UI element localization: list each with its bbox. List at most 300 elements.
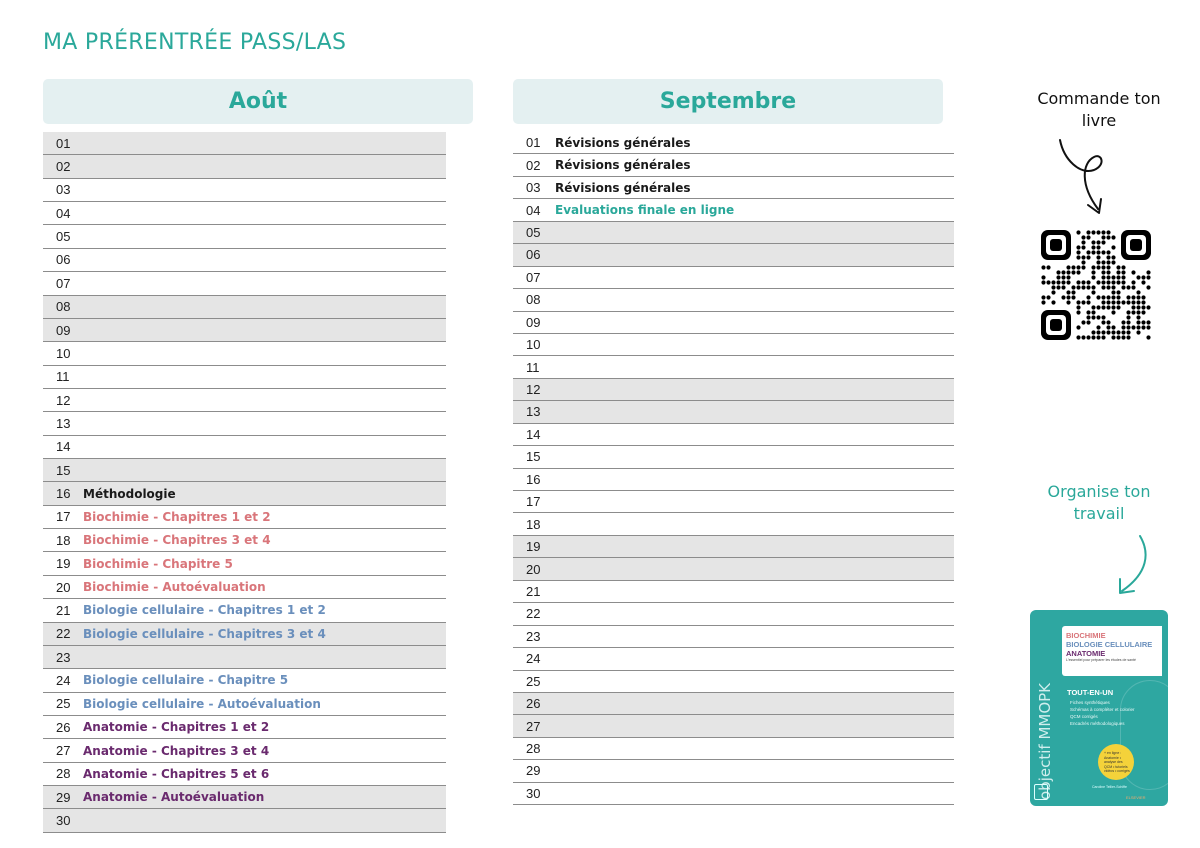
qr-module xyxy=(1086,285,1090,289)
qr-module xyxy=(1141,325,1145,329)
qr-module xyxy=(1121,280,1125,284)
day-row xyxy=(513,715,954,737)
qr-module xyxy=(1106,250,1110,254)
day-number: 17 xyxy=(56,509,71,525)
qr-module xyxy=(1126,315,1130,319)
qr-module xyxy=(1136,295,1140,299)
day-row xyxy=(513,738,954,760)
qr-module xyxy=(1076,335,1080,339)
qr-module xyxy=(1111,295,1115,299)
qr-module xyxy=(1101,285,1105,289)
qr-module xyxy=(1131,280,1135,284)
qr-module xyxy=(1101,235,1105,239)
qr-module xyxy=(1116,275,1120,279)
day-number: 03 xyxy=(56,182,71,198)
qr-module xyxy=(1081,300,1085,304)
qr-module xyxy=(1136,330,1140,334)
qr-module xyxy=(1106,330,1110,334)
qr-module xyxy=(1096,315,1100,319)
qr-module xyxy=(1086,280,1090,284)
day-number: 30 xyxy=(526,785,541,801)
arrow-down-icon xyxy=(1110,533,1160,601)
day-row xyxy=(43,412,446,435)
day-row xyxy=(43,716,446,739)
qr-module xyxy=(1136,315,1140,319)
day-task: Biologie cellulaire - Chapitres 1 et 2 xyxy=(83,603,326,618)
qr-module xyxy=(1071,265,1075,269)
qr-module xyxy=(1091,290,1095,294)
book-title-biochimie: BIOCHIMIE xyxy=(1066,631,1106,640)
aout-day-list xyxy=(43,132,446,833)
qr-module xyxy=(1081,240,1085,244)
qr-module xyxy=(1066,280,1070,284)
day-number: 06 xyxy=(526,247,541,263)
qr-module xyxy=(1076,265,1080,269)
day-number: 11 xyxy=(526,359,540,375)
day-number: 21 xyxy=(526,583,541,599)
day-number: 29 xyxy=(526,763,541,779)
day-row xyxy=(513,536,954,558)
day-number: 23 xyxy=(56,649,71,665)
qr-module xyxy=(1051,285,1055,289)
qr-module xyxy=(1056,280,1060,284)
qr-module xyxy=(1136,290,1140,294)
qr-module xyxy=(1141,300,1145,304)
qr-module xyxy=(1111,260,1115,264)
qr-module xyxy=(1041,300,1045,304)
qr-module xyxy=(1096,260,1100,264)
qr-module xyxy=(1096,325,1100,329)
day-row xyxy=(43,529,446,552)
day-row xyxy=(43,623,446,646)
qr-module xyxy=(1111,300,1115,304)
qr-module xyxy=(1131,285,1135,289)
day-row xyxy=(513,177,954,199)
qr-module xyxy=(1086,320,1090,324)
book-title-panel xyxy=(1062,626,1162,676)
qr-module xyxy=(1101,250,1105,254)
qr-module xyxy=(1076,250,1080,254)
qr-module xyxy=(1126,325,1130,329)
day-task: Méthodologie xyxy=(83,486,176,501)
day-row xyxy=(513,222,954,244)
qr-module xyxy=(1086,315,1090,319)
qr-module xyxy=(1081,235,1085,239)
day-number: 24 xyxy=(56,672,71,688)
book-cover[interactable] xyxy=(1030,610,1168,806)
qr-module xyxy=(1041,265,1045,269)
day-number: 23 xyxy=(526,628,541,644)
day-row xyxy=(513,648,954,670)
day-row xyxy=(513,603,954,625)
day-number: 29 xyxy=(56,789,71,805)
qr-module xyxy=(1076,285,1080,289)
day-row xyxy=(43,436,446,459)
qr-module xyxy=(1116,305,1120,309)
qr-module xyxy=(1111,285,1115,289)
qr-module xyxy=(1051,300,1055,304)
day-task: Biochimie - Chapitres 3 et 4 xyxy=(83,533,271,548)
day-number: 16 xyxy=(526,471,541,487)
qr-module xyxy=(1106,295,1110,299)
qr-module xyxy=(1101,230,1105,234)
day-row xyxy=(513,581,954,603)
day-number: 28 xyxy=(56,766,71,782)
qr-module xyxy=(1146,270,1150,274)
qr-module xyxy=(1111,325,1115,329)
qr-code[interactable] xyxy=(1041,230,1151,340)
book-spine-text: objectif MMOPK xyxy=(1036,682,1054,800)
qr-module xyxy=(1136,300,1140,304)
day-number: 03 xyxy=(526,180,541,196)
qr-module xyxy=(1141,305,1145,309)
qr-module xyxy=(1086,250,1090,254)
qr-module xyxy=(1096,230,1100,234)
day-number: 18 xyxy=(56,532,71,548)
day-row xyxy=(513,334,954,356)
day-number: 01 xyxy=(56,135,71,151)
day-number: 10 xyxy=(526,337,541,353)
qr-module xyxy=(1131,325,1135,329)
day-number: 25 xyxy=(56,696,71,712)
day-row xyxy=(43,342,446,365)
qr-module xyxy=(1091,310,1095,314)
day-number: 27 xyxy=(526,718,541,734)
day-number: 26 xyxy=(526,696,541,712)
qr-module xyxy=(1111,245,1115,249)
qr-module xyxy=(1081,260,1085,264)
qr-module xyxy=(1096,330,1100,334)
day-row xyxy=(513,558,954,580)
qr-module xyxy=(1146,285,1150,289)
qr-module xyxy=(1136,275,1140,279)
day-row xyxy=(513,267,954,289)
day-number: 25 xyxy=(526,673,541,689)
qr-module xyxy=(1111,290,1115,294)
qr-module xyxy=(1116,335,1120,339)
qr-module xyxy=(1056,285,1060,289)
qr-module xyxy=(1121,270,1125,274)
qr-module xyxy=(1091,330,1095,334)
qr-module xyxy=(1131,270,1135,274)
qr-module xyxy=(1101,280,1105,284)
qr-module xyxy=(1086,300,1090,304)
day-row xyxy=(43,459,446,482)
day-number: 30 xyxy=(56,813,71,829)
day-number: 02 xyxy=(526,157,541,173)
qr-module xyxy=(1111,335,1115,339)
month-header-septembre: Septembre xyxy=(513,79,943,124)
qr-module xyxy=(1081,335,1085,339)
day-number: 22 xyxy=(526,606,541,622)
qr-module xyxy=(1066,300,1070,304)
qr-module xyxy=(1076,255,1080,259)
day-task: Biologie cellulaire - Autoévaluation xyxy=(83,696,321,711)
day-row xyxy=(43,366,446,389)
qr-module xyxy=(1066,265,1070,269)
day-row xyxy=(43,179,446,202)
day-row xyxy=(43,482,446,505)
qr-module xyxy=(1076,230,1080,234)
qr-module xyxy=(1081,245,1085,249)
day-number: 14 xyxy=(56,439,71,455)
qr-module xyxy=(1091,270,1095,274)
day-row xyxy=(43,786,446,809)
qr-module xyxy=(1141,310,1145,314)
day-row xyxy=(43,155,446,178)
qr-module xyxy=(1081,320,1085,324)
day-row xyxy=(43,739,446,762)
qr-module xyxy=(1101,270,1105,274)
commande-label: Commande ton livre xyxy=(1037,89,1161,130)
day-number: 01 xyxy=(526,135,541,151)
day-task: Anatomie - Chapitres 3 et 4 xyxy=(83,743,270,758)
book-title-anatomie: ANATOMIE xyxy=(1066,649,1106,658)
qr-module xyxy=(1076,325,1080,329)
qr-module xyxy=(1121,265,1125,269)
day-number: 20 xyxy=(56,579,71,595)
day-row xyxy=(43,763,446,786)
qr-module xyxy=(1071,270,1075,274)
qr-module xyxy=(1086,255,1090,259)
qr-module xyxy=(1106,320,1110,324)
qr-module xyxy=(1096,335,1100,339)
qr-module xyxy=(1136,325,1140,329)
day-number: 07 xyxy=(56,275,71,291)
qr-module xyxy=(1106,300,1110,304)
qr-module xyxy=(1126,295,1130,299)
day-number: 17 xyxy=(526,494,541,510)
day-task: Révisions générales xyxy=(555,158,691,173)
qr-module xyxy=(1046,280,1050,284)
qr-module xyxy=(1121,330,1125,334)
day-number: 04 xyxy=(56,205,71,221)
qr-module xyxy=(1141,275,1145,279)
day-task: Révisions générales xyxy=(555,135,691,150)
day-number: 02 xyxy=(56,159,71,175)
qr-module xyxy=(1076,270,1080,274)
qr-module xyxy=(1131,295,1135,299)
qr-module xyxy=(1131,310,1135,314)
day-number: 20 xyxy=(526,561,541,577)
day-task: Anatomie - Chapitres 5 et 6 xyxy=(83,766,270,781)
qr-module xyxy=(1091,245,1095,249)
qr-module xyxy=(1041,280,1045,284)
day-number: 08 xyxy=(56,299,71,315)
qr-module xyxy=(1056,270,1060,274)
qr-module xyxy=(1046,295,1050,299)
day-row xyxy=(43,809,446,832)
qr-module xyxy=(1101,315,1105,319)
day-row xyxy=(513,356,954,378)
qr-module xyxy=(1136,310,1140,314)
qr-module xyxy=(1091,335,1095,339)
qr-module xyxy=(1086,235,1090,239)
qr-module xyxy=(1111,330,1115,334)
day-row xyxy=(513,783,954,805)
qr-module xyxy=(1126,285,1130,289)
day-number: 07 xyxy=(526,269,541,285)
qr-module xyxy=(1106,305,1110,309)
qr-module xyxy=(1061,280,1065,284)
day-row xyxy=(513,312,954,334)
qr-module xyxy=(1136,305,1140,309)
day-number: 04 xyxy=(526,202,541,218)
organise-label: Organise ton travail xyxy=(1047,482,1151,523)
qr-module xyxy=(1141,280,1145,284)
qr-module xyxy=(1106,255,1110,259)
qr-module xyxy=(1076,310,1080,314)
day-number: 22 xyxy=(56,626,71,642)
qr-module xyxy=(1061,275,1065,279)
day-row xyxy=(43,132,446,155)
qr-module xyxy=(1141,320,1145,324)
day-task: Biochimie - Chapitres 1 et 2 xyxy=(83,509,271,524)
qr-module xyxy=(1131,300,1135,304)
qr-module xyxy=(1106,285,1110,289)
qr-module xyxy=(1101,295,1105,299)
qr-module xyxy=(1091,315,1095,319)
book-bullet: Schémas à compléter et colorier xyxy=(1070,707,1135,712)
qr-module xyxy=(1091,305,1095,309)
day-row xyxy=(43,506,446,529)
qr-module xyxy=(1081,255,1085,259)
qr-module xyxy=(1061,295,1065,299)
book-subtitle: L'essentiel pour préparer les études de santé xyxy=(1066,658,1136,662)
qr-module xyxy=(1086,230,1090,234)
qr-module xyxy=(1146,275,1150,279)
day-row xyxy=(513,671,954,693)
qr-module xyxy=(1086,335,1090,339)
qr-module xyxy=(1106,235,1110,239)
qr-module xyxy=(1101,275,1105,279)
day-number: 16 xyxy=(56,486,71,502)
day-number: 09 xyxy=(526,314,541,330)
qr-module xyxy=(1096,250,1100,254)
qr-module xyxy=(1111,280,1115,284)
elsevier-logo-icon xyxy=(1034,784,1048,800)
qr-module xyxy=(1146,335,1150,339)
qr-module xyxy=(1121,275,1125,279)
day-number: 14 xyxy=(526,426,541,442)
qr-module xyxy=(1121,335,1125,339)
qr-module xyxy=(1106,280,1110,284)
qr-module xyxy=(1106,230,1110,234)
qr-module xyxy=(1116,270,1120,274)
day-task: Biochimie - Autoévaluation xyxy=(83,580,266,594)
qr-module xyxy=(1096,295,1100,299)
day-number: 12 xyxy=(56,392,71,408)
day-number: 09 xyxy=(56,322,71,338)
qr-module xyxy=(1111,310,1115,314)
day-row xyxy=(43,249,446,272)
day-number: 19 xyxy=(56,556,71,572)
qr-module xyxy=(1091,265,1095,269)
day-number: 15 xyxy=(56,462,71,478)
qr-module xyxy=(1106,325,1110,329)
qr-module xyxy=(1121,325,1125,329)
day-row xyxy=(43,319,446,342)
book-bullet: QCM corrigés xyxy=(1070,714,1098,719)
day-row xyxy=(43,225,446,248)
qr-module xyxy=(1101,260,1105,264)
qr-module xyxy=(1126,330,1130,334)
day-row xyxy=(513,154,954,176)
book-bullet: Fiches synthétiques xyxy=(1070,700,1110,705)
day-number: 18 xyxy=(526,516,541,532)
qr-module xyxy=(1136,320,1140,324)
day-row xyxy=(513,379,954,401)
qr-module xyxy=(1121,320,1125,324)
qr-module xyxy=(1096,305,1100,309)
qr-module xyxy=(1076,245,1080,249)
qr-module xyxy=(1116,290,1120,294)
day-number: 12 xyxy=(526,382,541,398)
day-row xyxy=(43,669,446,692)
day-task: Anatomie - Autoévaluation xyxy=(83,790,265,805)
day-row xyxy=(513,132,954,154)
qr-module xyxy=(1116,265,1120,269)
qr-module xyxy=(1101,320,1105,324)
qr-module xyxy=(1116,300,1120,304)
qr-module xyxy=(1066,290,1070,294)
qr-module xyxy=(1086,310,1090,314)
qr-module xyxy=(1106,275,1110,279)
day-number: 06 xyxy=(56,252,71,268)
qr-module xyxy=(1131,305,1135,309)
qr-module xyxy=(1111,275,1115,279)
qr-module xyxy=(1066,270,1070,274)
qr-module xyxy=(1091,250,1095,254)
qr-module xyxy=(1101,300,1105,304)
qr-module xyxy=(1126,310,1130,314)
qr-module xyxy=(1071,290,1075,294)
day-number: 11 xyxy=(56,369,70,385)
day-number: 08 xyxy=(526,292,541,308)
qr-module xyxy=(1096,280,1100,284)
qr-module xyxy=(1121,285,1125,289)
qr-module xyxy=(1126,320,1130,324)
day-number: 13 xyxy=(526,404,541,420)
qr-module xyxy=(1126,300,1130,304)
qr-module xyxy=(1096,245,1100,249)
qr-module xyxy=(1101,305,1105,309)
day-number: 13 xyxy=(56,415,71,431)
qr-module xyxy=(1116,280,1120,284)
day-row xyxy=(513,626,954,648)
qr-module xyxy=(1041,275,1045,279)
day-number: 05 xyxy=(526,224,541,240)
qr-module xyxy=(1101,265,1105,269)
day-row xyxy=(513,513,954,535)
qr-module xyxy=(1091,285,1095,289)
page-title: MA PRÉRENTRÉE PASS/LAS xyxy=(43,30,347,55)
book-sticker: + en ligne : Anatomie • analyse des QCM • tutoriels vidéos • corrigés xyxy=(1098,744,1134,780)
day-number: 28 xyxy=(526,741,541,757)
qr-module xyxy=(1101,240,1105,244)
qr-module xyxy=(1106,265,1110,269)
qr-module xyxy=(1076,300,1080,304)
qr-module xyxy=(1091,275,1095,279)
qr-module xyxy=(1111,305,1115,309)
qr-module xyxy=(1106,260,1110,264)
curly-arrow-icon xyxy=(1050,135,1110,220)
book-bullets xyxy=(1070,699,1135,727)
book-publisher: ELSEVIER xyxy=(1126,795,1146,800)
qr-module xyxy=(1096,265,1100,269)
qr-module xyxy=(1146,325,1150,329)
day-row xyxy=(513,289,954,311)
